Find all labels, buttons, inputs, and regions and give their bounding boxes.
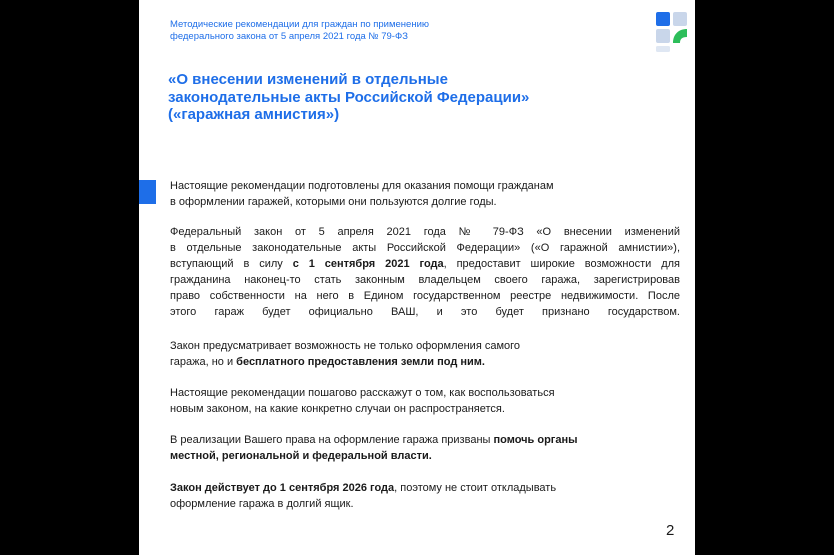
text-line: [170, 256, 680, 272]
effective-date: с 1 сентября 2021 года: [292, 258, 444, 270]
paragraph-guide: [170, 385, 680, 417]
text-line: Закон предусматривает возможность не только оформления самого: [170, 340, 521, 352]
text-span: В реализации Вашего права на оформление гаража призваны: [170, 434, 494, 446]
rosreestr-logo-icon: [655, 11, 689, 53]
authorities-text: местной, региональной и федеральной власти.: [170, 450, 432, 462]
text-span: гаража, но и: [170, 356, 237, 368]
accent-bar: [139, 180, 156, 204]
title-line-1: «О внесении изменений в отдельные: [168, 71, 448, 88]
text-line: этого гараж будет официально ВАШ, и это будет признано государством.: [170, 306, 680, 318]
text-line: гражданина наконец-то стать законным владельцем своего гаража, зарегистрировав: [170, 274, 680, 286]
text-line: [170, 480, 680, 496]
title-line-3: («гаражная амнистия»): [168, 106, 340, 123]
paragraph-authorities: [170, 432, 680, 464]
paragraph-deadline: [170, 480, 680, 512]
paragraph-intro: [170, 178, 680, 210]
header-line-1: Методические рекомендации для граждан по применению: [170, 19, 430, 30]
document-title: [168, 71, 529, 124]
text-span: , поэтому не стоит откладывать: [394, 482, 557, 494]
text-line: [170, 354, 680, 370]
title-line-2: законодательные акты Российской Федерации»: [168, 88, 530, 106]
paragraph-law: [170, 224, 680, 320]
text-line: Настоящие рекомендации пошагово расскажут о том, как воспользоваться: [170, 387, 555, 399]
deadline-text: Закон действует до 1 сентября 2026 года: [170, 482, 395, 494]
header-line-2: федерального закона от 5 апреля 2021 года № 79-ФЗ: [170, 31, 408, 42]
text-line: в отдельные законодательные акты Российской Федерации» («О гаражной амнистии»),: [170, 242, 680, 254]
text-line: новым законом, на какие конкретно случаи он распространяется.: [170, 403, 505, 415]
document-page: [139, 0, 695, 555]
paragraph-land: [170, 338, 680, 370]
text-line: Федеральный закон от 5 апреля 2021 года № 79-ФЗ «О внесении изменений: [170, 226, 680, 238]
free-land-text: бесплатного предоставления земли под ним.: [236, 356, 485, 368]
text-line: [170, 448, 680, 464]
authorities-text: помочь органы: [493, 434, 578, 446]
text-line: Настоящие рекомендации подготовлены для оказания помощи гражданам: [170, 180, 554, 192]
document-header: [170, 19, 429, 43]
text-line: [170, 432, 680, 448]
page-number: 2: [666, 522, 675, 539]
text-line: право собственности на него в Едином государственном реестре недвижимости. После: [170, 290, 680, 302]
text-span: , предоставит широкие возможности для: [443, 258, 680, 270]
text-line: в оформлении гаражей, которыми они пользуются долгие годы.: [170, 196, 497, 208]
text-line: оформление гаража в долгий ящик.: [170, 498, 354, 510]
text-span: вступающий в силу: [170, 258, 293, 270]
